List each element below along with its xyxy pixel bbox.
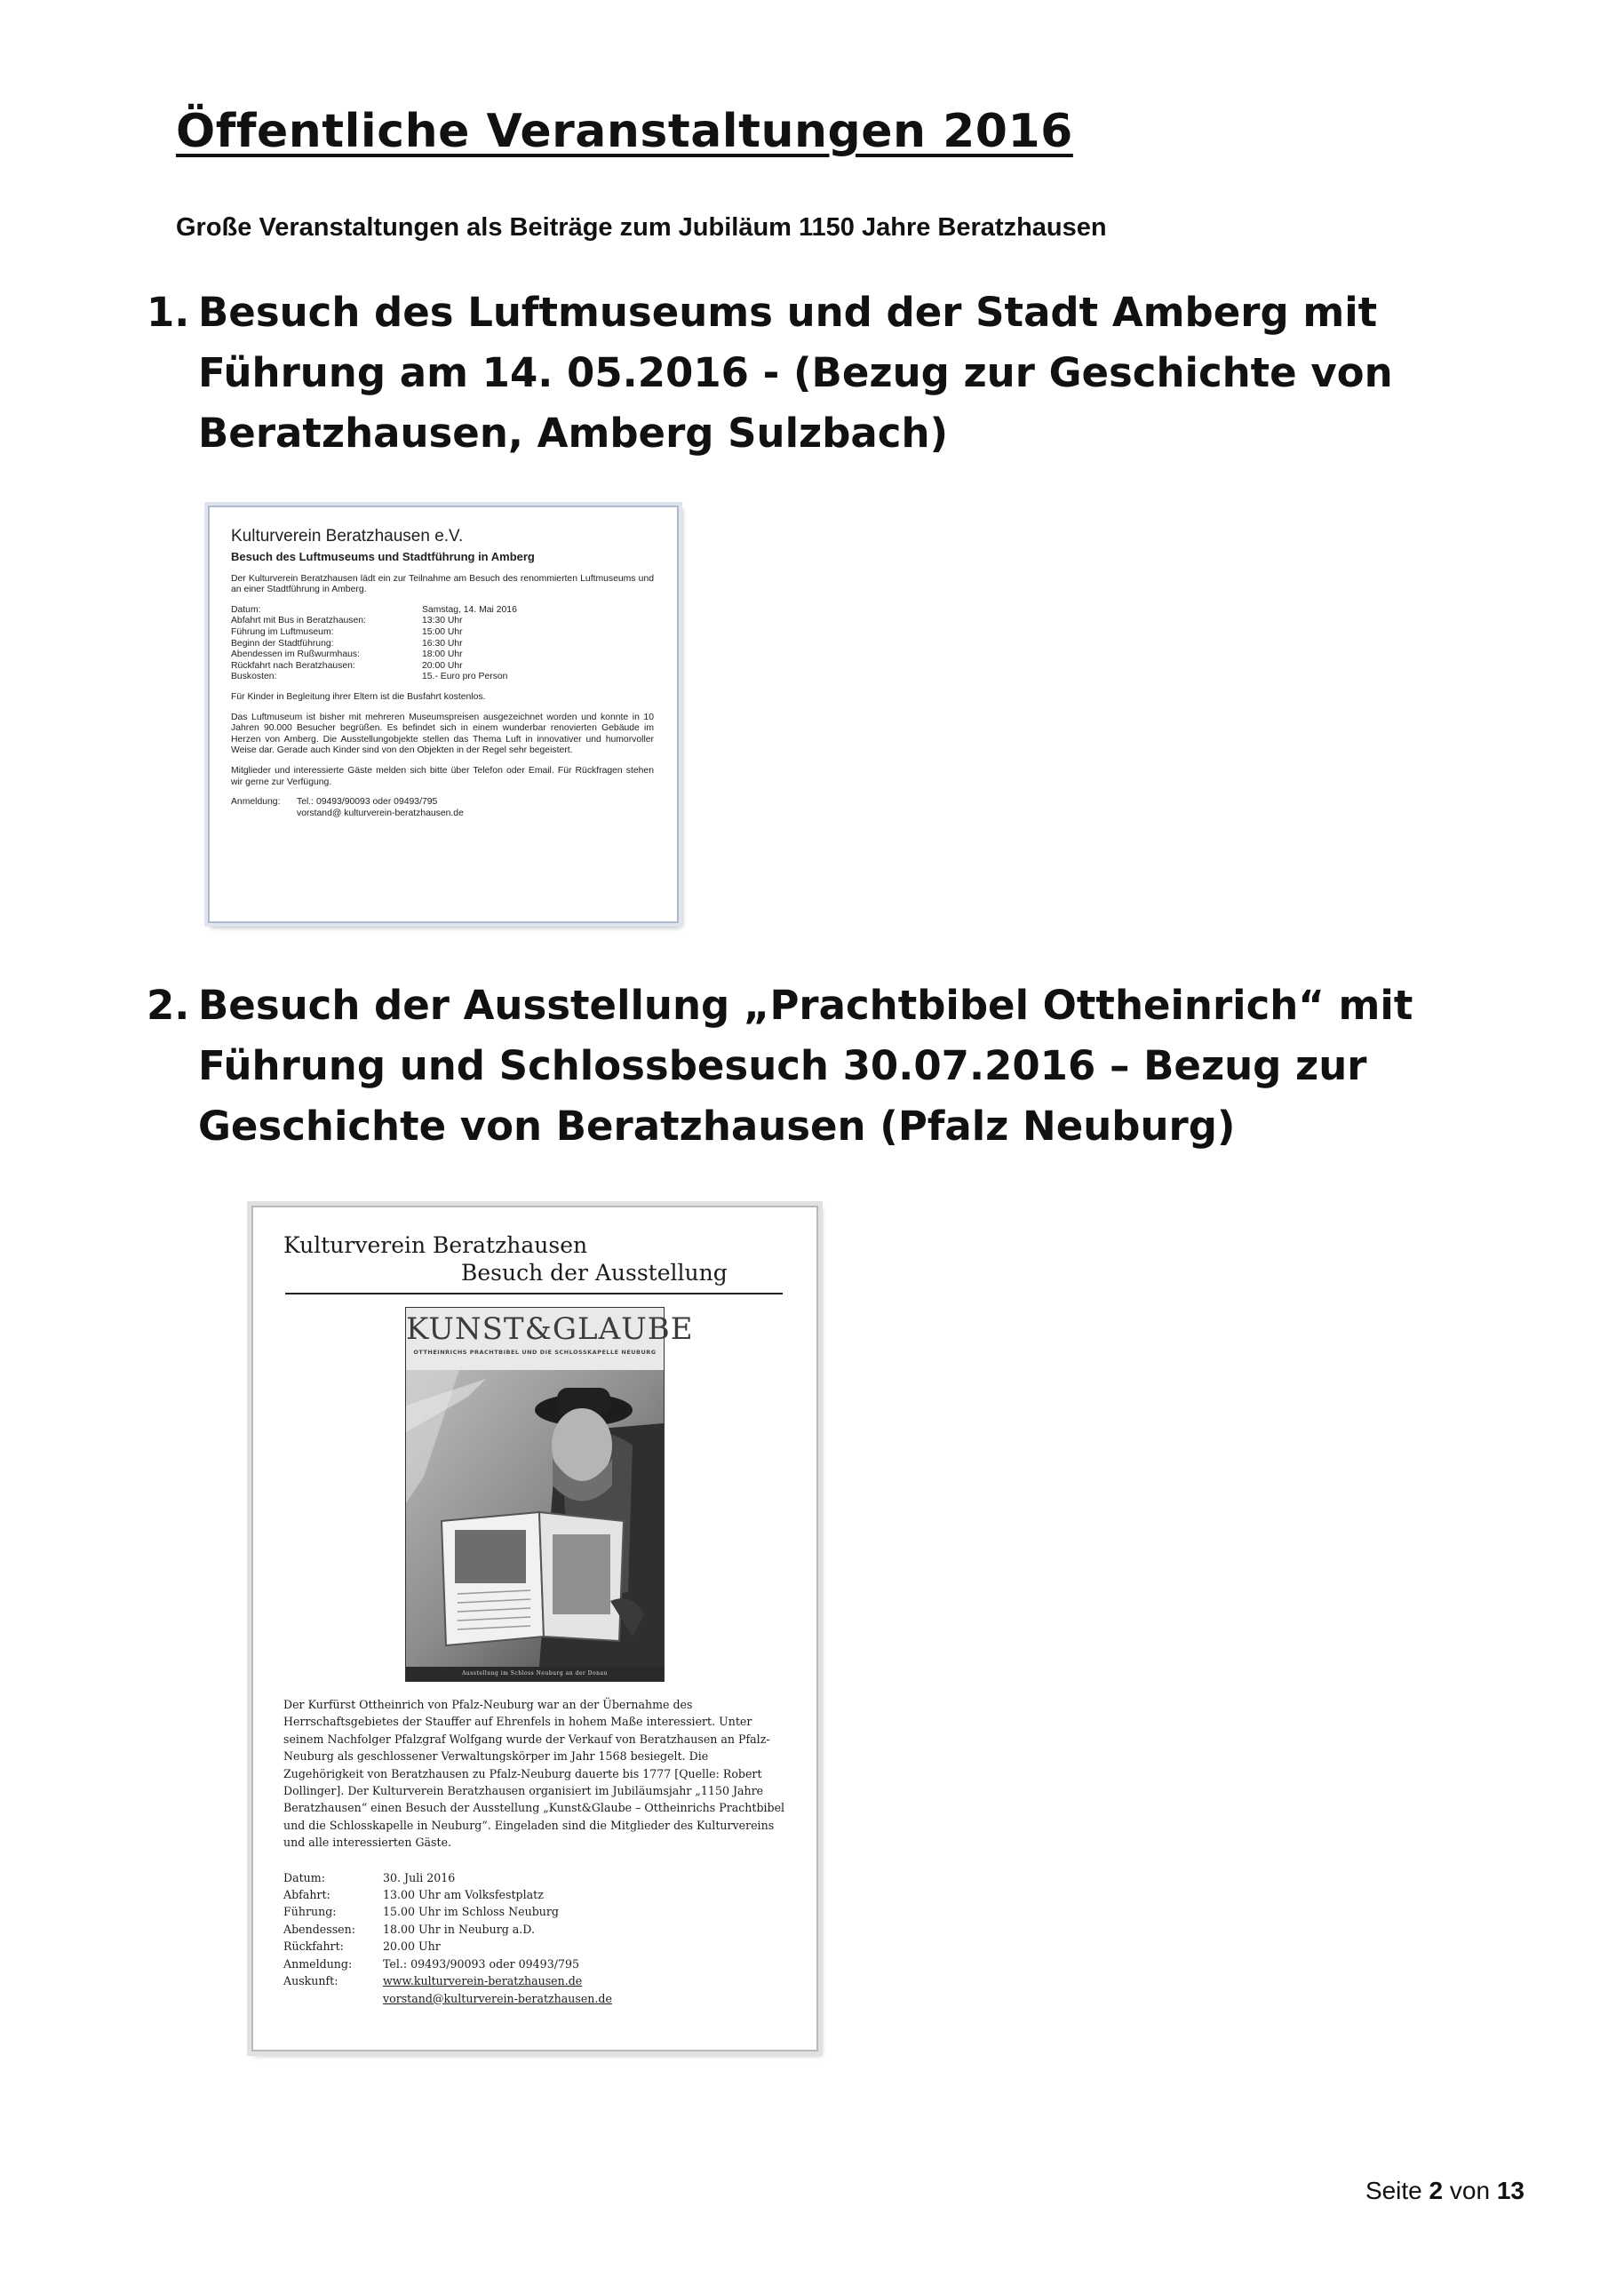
schedule-label: Rückfahrt: — [283, 1940, 344, 1954]
schedule-value: 18:00 Uhr — [422, 649, 463, 660]
flyer-schedule — [231, 605, 654, 683]
schedule-value: Samstag, 14. Mai 2016 — [422, 604, 517, 615]
poster-footer: Ausstellung im Schloss Neuburg an der Donau — [406, 1667, 664, 1681]
poster-tagline: OTTHEINRICHS PRACHTBIBEL UND DIE SCHLOSSKAPELLE NEUBURG — [413, 1349, 657, 1356]
page-title: Öffentliche Veranstaltungen 2016 — [176, 105, 1073, 158]
schedule-label — [283, 1990, 383, 2007]
schedule-value: 20:00 Uhr — [422, 660, 463, 671]
section-heading-text: Besuch des Luftmuseums und der Stadt Amberg mit Führung am 14. 05.2016 - (Bezug zur Geschichte von Beratzhausen, Amberg Sulzbach) — [198, 289, 1393, 457]
schedule-label: Abendessen: — [283, 1922, 355, 1936]
anmeldung-phone: Tel.: 09493/90093 oder 09493/795 — [297, 797, 438, 808]
anmeldung-email: vorstand@ kulturverein-beratzhausen.de — [297, 808, 464, 818]
page-subtitle: Große Veranstaltungen als Beiträge zum Jubiläum 1150 Jahre Beratzhausen — [176, 213, 1107, 242]
section-heading-2 — [147, 976, 1532, 1157]
flyer-headline: Besuch des Luftmuseums und Stadtführung in Amberg — [231, 550, 535, 563]
footer-middle: von — [1449, 2177, 1491, 2204]
schedule-value: 20.00 Uhr — [383, 1940, 441, 1954]
schedule-label: Auskunft: — [283, 1974, 338, 1988]
footer-prefix: Seite — [1365, 2177, 1422, 2204]
schedule-label: Abendessen im Rußwurmhaus: — [231, 649, 360, 660]
current-page-number: 2 — [1429, 2177, 1444, 2204]
flyer-schedule — [283, 1869, 786, 2007]
schedule-value: 30. Juli 2016 — [383, 1870, 456, 1884]
schedule-label: Abfahrt mit Bus in Beratzhausen: — [231, 616, 366, 626]
section-heading-text: Besuch der Ausstellung „Prachtbibel Ottheinrich“ mit Führung und Schlossbesuch 30.07.2016 – Bezug zur Geschichte von Beratzhausen (Pfalz Neuburg) — [198, 982, 1413, 1150]
section-heading-1 — [147, 283, 1532, 464]
flyer-anmeldung — [231, 797, 654, 819]
total-page-count: 13 — [1496, 2177, 1524, 2204]
schedule-value: 15.- Euro pro Person — [422, 672, 508, 682]
page-footer — [1365, 2177, 1524, 2205]
flyer-children-note: Für Kinder in Begleitung ihrer Eltern ist die Busfahrt kostenlos. — [231, 691, 486, 702]
flyer-subtitle: Besuch der Ausstellung — [461, 1260, 728, 1286]
schedule-value: 16:30 Uhr — [422, 638, 463, 649]
flyer-kunst-glaube — [251, 1206, 818, 2051]
exhibition-poster — [405, 1307, 694, 1682]
flyer-org-name: Kulturverein Beratzhausen — [283, 1232, 588, 1258]
section-number: 2. — [147, 982, 190, 1029]
email-link[interactable]: vorstand@kulturverein-beratzhausen.de — [383, 1991, 612, 2005]
flyer-org-name: Kulturverein Beratzhausen e.V. — [231, 527, 464, 546]
flyer-museum-text: Das Luftmuseum ist bisher mit mehreren Museumspreisen ausgezeichnet worden und konnte in 10 Jahren 90.000 Besucher begrüßen. Es befindet sich in einem wunderbar renovierten Gebäude im Herzen von Amberg. Die Ausstellungobjekte stellen das Thema Luft in innovativer und humorvoller Weise dar. Gerade auch Kinder sind von den Objekten in der Regel sehr begeistert. — [231, 712, 654, 756]
schedule-label: Rückfahrt nach Beratzhausen: — [231, 660, 355, 671]
schedule-label: Anmeldung: — [283, 1956, 353, 1971]
schedule-label: Abfahrt: — [283, 1888, 330, 1902]
poster-brand: KUNST&GLAUBE — [406, 1311, 694, 1347]
ottheinrich-portrait-image — [406, 1370, 664, 1667]
anmeldung-label: Anmeldung: — [231, 797, 281, 808]
flyer-body-text: Der Kurfürst Ottheinrich von Pfalz-Neuburg war an der Übernahme des Herrschaftsgebietes der Stauffer auf Ehrenfels in hohem Maße interessiert. Unter seinem Nachfolger Pfalzgraf Wolfgang wurde der Verkauf von Beratzhausen an Pfalz-Neuburg als geschlossener Verwaltungskörper im Jahr 1568 besiegelt. Die Zugehörigkeit von Beratzhausen zu Pfalz-Neuburg dauerte bis 1777 [Quelle: Robert Dollinger]. Der Kulturverein Beratzhausen organisiert im Jubiläumsjahr „1150 Jahre Beratzhausen“ einen Besuch der Ausstellung „Kunst&Glaube – Ottheinrichs Prachtbibel und die Schlosskapelle in Neuburg“. Eingeladen sind die Mitglieder des Kulturvereins und alle interessierten Gäste. — [283, 1698, 785, 1850]
schedule-value: 15.00 Uhr im Schloss Neuburg — [383, 1905, 559, 1919]
flyer-luftmuseum — [208, 506, 679, 923]
schedule-label: Buskosten: — [231, 672, 277, 682]
schedule-label: Datum: — [283, 1870, 325, 1884]
website-link[interactable]: www.kulturverein-beratzhausen.de — [383, 1974, 583, 1988]
schedule-value: 13.00 Uhr am Volksfestplatz — [383, 1888, 544, 1902]
schedule-label: Führung im Luftmuseum: — [231, 626, 334, 637]
schedule-value: 15:00 Uhr — [422, 626, 463, 637]
flyer-intro: Der Kulturverein Beratzhausen lädt ein zur Teilnahme am Besuch des renommierten Luftmuseums und an einer Stadtführung in Amberg. — [231, 573, 654, 595]
schedule-value: Tel.: 09493/90093 oder 09493/795 — [383, 1956, 579, 1971]
schedule-label: Beginn der Stadtführung: — [231, 638, 334, 649]
schedule-label: Führung: — [283, 1905, 337, 1919]
schedule-label: Datum: — [231, 604, 261, 615]
section-number: 1. — [147, 289, 190, 336]
schedule-value: 13:30 Uhr — [422, 616, 463, 626]
schedule-value: 18.00 Uhr in Neuburg a.D. — [383, 1922, 535, 1936]
flyer-contact-text: Mitglieder und interessierte Gäste melden sich bitte über Telefon oder Email. Für Rückfragen stehen wir gerne zur Verfügung. — [231, 765, 654, 787]
divider — [285, 1293, 783, 1294]
